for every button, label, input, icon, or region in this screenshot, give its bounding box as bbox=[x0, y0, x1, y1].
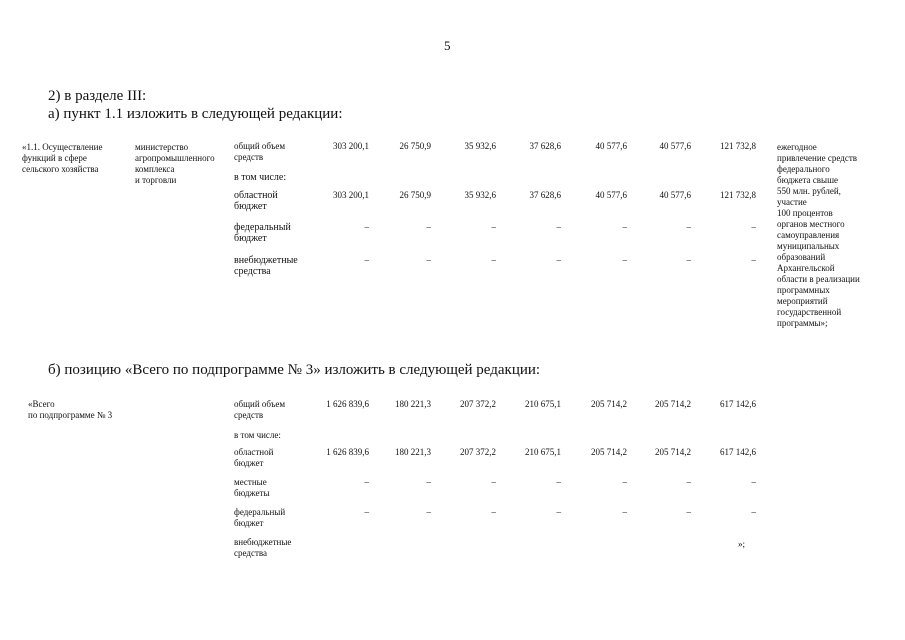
row-label-line: федеральный bbox=[234, 507, 286, 517]
value-cell: 35 932,6 bbox=[464, 141, 496, 151]
expected-result bbox=[777, 142, 860, 329]
row-label-line: средства bbox=[234, 548, 268, 558]
value-cell: – bbox=[364, 222, 369, 232]
value-cell: 180 221,3 bbox=[395, 447, 431, 457]
row-label bbox=[234, 222, 291, 244]
value-cell: – bbox=[426, 477, 431, 487]
value-cell: 207 372,2 bbox=[460, 399, 496, 409]
row-label-line: бюджет bbox=[234, 201, 267, 212]
value-cell: 210 675,1 bbox=[525, 447, 561, 457]
value-cell: – bbox=[556, 255, 561, 265]
value-cell: – bbox=[491, 507, 496, 517]
row-label-line: областной bbox=[234, 190, 278, 201]
value-cell: – bbox=[622, 477, 627, 487]
expected-result-line: ежегодное bbox=[777, 142, 817, 152]
expected-result-line: привлечение средств bbox=[777, 153, 858, 163]
row-label bbox=[234, 430, 281, 441]
expected-result-line: мероприятий bbox=[777, 296, 828, 306]
value-cell: – bbox=[556, 477, 561, 487]
row-label bbox=[234, 537, 291, 559]
expected-result-line: Архангельской bbox=[777, 263, 835, 273]
value-cell: – bbox=[364, 477, 369, 487]
value-cell: – bbox=[426, 222, 431, 232]
value-cell: – bbox=[751, 255, 756, 265]
row-label bbox=[234, 507, 285, 529]
value-cell: 207 372,2 bbox=[460, 447, 496, 457]
row-label-line: общий объем bbox=[234, 399, 286, 409]
total-name-line: «Всего bbox=[28, 399, 55, 409]
section-heading: 2) в разделе III: bbox=[48, 88, 147, 104]
value-cell: – bbox=[426, 255, 431, 265]
row-label-line: бюджет bbox=[234, 233, 267, 244]
value-cell: 303 200,1 bbox=[333, 141, 369, 151]
row-label bbox=[234, 190, 278, 212]
expected-result-line: федерального bbox=[777, 164, 830, 174]
row-label-line: бюджет bbox=[234, 518, 264, 528]
item-a-heading: а) пункт 1.1 изложить в следующей редакции: bbox=[48, 106, 343, 122]
row-label-line: общий объем bbox=[234, 141, 286, 151]
expected-result-line: области в реализации bbox=[777, 274, 860, 284]
executor bbox=[135, 142, 215, 186]
row-label-line: средств bbox=[234, 152, 264, 162]
row-label-line: средств bbox=[234, 410, 264, 420]
row-label-line: бюджет bbox=[234, 458, 264, 468]
expected-result-line: бюджета свыше bbox=[777, 175, 839, 185]
page-number: 5 bbox=[444, 38, 451, 53]
activity-name-line: функций в сфере bbox=[22, 153, 87, 163]
activity-name-line: сельского хозяйства bbox=[22, 164, 99, 174]
value-cell: 40 577,6 bbox=[595, 190, 627, 200]
row-label-line: внебюджетные bbox=[234, 255, 298, 266]
executor-line: министерство bbox=[135, 142, 189, 152]
value-cell: 40 577,6 bbox=[659, 190, 691, 200]
expected-result-line: программных bbox=[777, 285, 830, 295]
value-cell: 205 714,2 bbox=[655, 399, 691, 409]
row-label-line: федеральный bbox=[234, 222, 291, 233]
expected-result-line: государственной bbox=[777, 307, 842, 317]
value-cell: – bbox=[686, 222, 691, 232]
expected-result-line: самоуправления bbox=[777, 230, 840, 240]
row-label bbox=[234, 172, 286, 183]
row-label-line: средства bbox=[234, 266, 271, 277]
row-label-line: в том числе: bbox=[234, 430, 281, 440]
value-cell: – bbox=[556, 222, 561, 232]
value-cell: 1 626 839,6 bbox=[326, 447, 369, 457]
value-cell: – bbox=[622, 507, 627, 517]
expected-result-line: 550 млн. рублей, bbox=[777, 186, 841, 196]
value-cell: 121 732,8 bbox=[720, 141, 756, 151]
total-name-line: по подпрограмме № 3 bbox=[28, 410, 113, 420]
value-cell: – bbox=[491, 255, 496, 265]
value-cell: 37 628,6 bbox=[529, 141, 561, 151]
value-cell: 210 675,1 bbox=[525, 399, 561, 409]
expected-result-line: муниципальных bbox=[777, 241, 840, 251]
value-cell: 303 200,1 bbox=[333, 190, 369, 200]
value-cell: 26 750,9 bbox=[399, 190, 431, 200]
row-label bbox=[234, 399, 285, 421]
executor-line: агропромышленного bbox=[135, 153, 215, 163]
value-cell: 40 577,6 bbox=[659, 141, 691, 151]
value-cell: – bbox=[751, 477, 756, 487]
expected-result-line: 100 процентов bbox=[777, 208, 833, 218]
item-b-heading: б) позицию «Всего по подпрограмме № 3» изложить в следующей редакции: bbox=[48, 362, 541, 378]
row-label bbox=[234, 447, 273, 469]
value-cell: 37 628,6 bbox=[529, 190, 561, 200]
value-cell: – bbox=[622, 222, 627, 232]
row-label bbox=[234, 255, 298, 277]
value-cell: – bbox=[751, 507, 756, 517]
value-cell: – bbox=[686, 507, 691, 517]
row-label-line: бюджеты bbox=[234, 488, 270, 498]
expected-result-line: программы»; bbox=[777, 318, 828, 328]
expected-result-line: участие bbox=[777, 197, 807, 207]
value-cell: 205 714,2 bbox=[591, 399, 627, 409]
row-label bbox=[234, 477, 270, 499]
value-cell: – bbox=[426, 507, 431, 517]
value-cell: 1 626 839,6 bbox=[326, 399, 369, 409]
value-cell: 180 221,3 bbox=[395, 399, 431, 409]
row-label-line: в том числе: bbox=[234, 172, 287, 183]
row-label-line: областной bbox=[234, 447, 274, 457]
value-cell: – bbox=[364, 255, 369, 265]
value-cell: 26 750,9 bbox=[399, 141, 431, 151]
value-cell: 617 142,6 bbox=[720, 399, 756, 409]
value-cell: – bbox=[751, 222, 756, 232]
value-cell: – bbox=[491, 222, 496, 232]
row-label-line: местные bbox=[234, 477, 267, 487]
value-cell: 40 577,6 bbox=[595, 141, 627, 151]
value-cell: – bbox=[556, 507, 561, 517]
activity-name bbox=[22, 142, 102, 175]
activity-name-line: «1.1. Осуществление bbox=[22, 142, 103, 152]
total-name bbox=[28, 399, 112, 421]
executor-line: и торговли bbox=[135, 175, 177, 185]
value-cell: – bbox=[364, 507, 369, 517]
closing-mark: »; bbox=[738, 539, 746, 549]
value-cell: 205 714,2 bbox=[591, 447, 627, 457]
expected-result-line: органов местного bbox=[777, 219, 845, 229]
expected-result-line: образований bbox=[777, 252, 826, 262]
value-cell: 617 142,6 bbox=[720, 447, 756, 457]
value-cell: 205 714,2 bbox=[655, 447, 691, 457]
executor-line: комплекса bbox=[135, 164, 175, 174]
value-cell: – bbox=[491, 477, 496, 487]
value-cell: 35 932,6 bbox=[464, 190, 496, 200]
row-label bbox=[234, 141, 285, 163]
row-label-line: внебюджетные bbox=[234, 537, 292, 547]
value-cell: – bbox=[622, 255, 627, 265]
value-cell: – bbox=[686, 477, 691, 487]
value-cell: 121 732,8 bbox=[720, 190, 756, 200]
value-cell: – bbox=[686, 255, 691, 265]
